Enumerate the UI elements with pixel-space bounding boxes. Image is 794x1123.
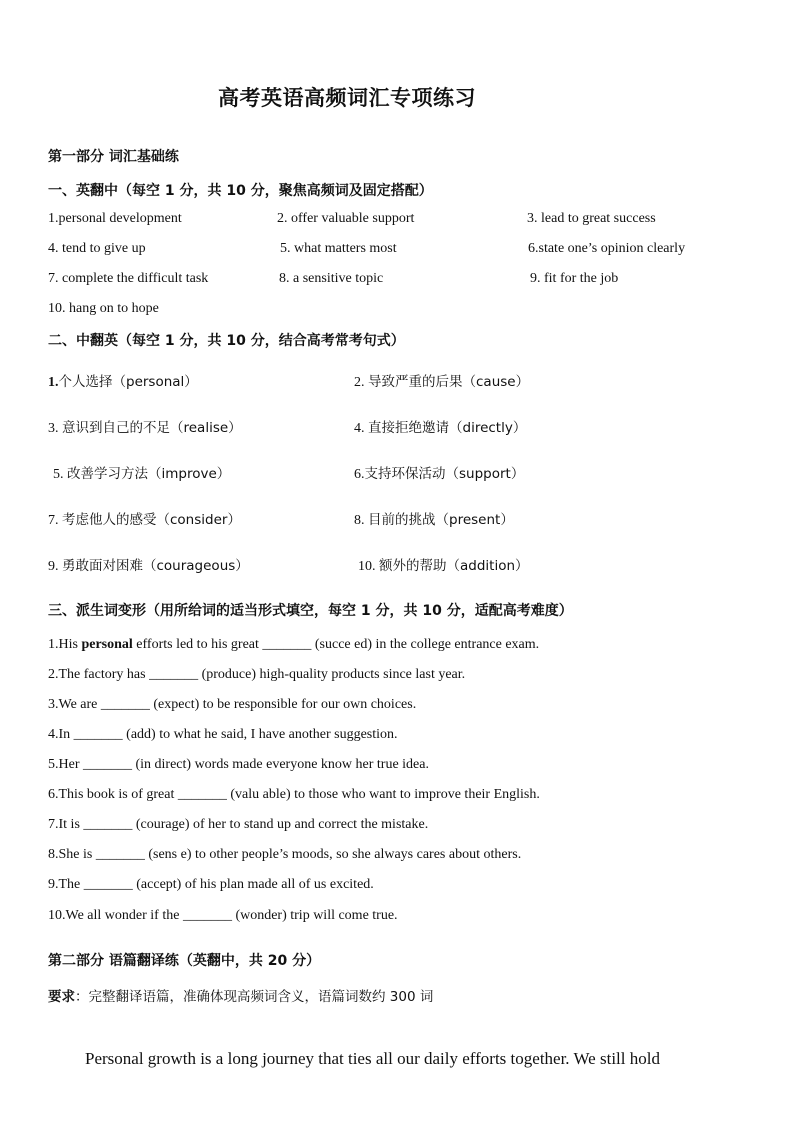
cn-en-item-2: 2. 导致严重的后果（cause） (354, 374, 530, 390)
section2-heading: 二、中翻英（每空 1 分，共 10 分，结合高考常考句式） (48, 333, 405, 349)
cn-en-item-1: 1.个人选择（personal） (48, 374, 198, 390)
fill-sentence-1: 1.His personal efforts led to his great _______ (succe ed) in the college entrance exam. (48, 637, 540, 652)
section1-heading: 一、英翻中（每空 1 分，共 10 分，聚焦高频词及固定搭配） (48, 183, 433, 199)
requirement-text: 要求：完整翻译语篇，准确体现高频词含义，语篇词数约 300 词 (48, 989, 434, 1005)
fill-sentence-10: 10.We all wonder if the _______ (wonder) trip will come true. (48, 908, 398, 923)
fill-sentence-7: 7.It is _______ (courage) of her to stand up and correct the mistake. (48, 817, 429, 832)
part2-heading: 第二部分 语篇翻译练（英翻中，共 20 分） (48, 953, 321, 969)
cn-en-item-5: 5. 改善学习方法（improve） (53, 466, 231, 482)
en-cn-item-3: 3. lead to great success (527, 211, 656, 226)
fill-sentence-2: 2.The factory has _______ (produce) high-quality products since last year. (48, 667, 466, 682)
en-cn-item-5: 5. what matters most (280, 241, 397, 256)
en-cn-item-4: 4. tend to give up (48, 241, 146, 256)
fill-sentence-9: 9.The _______ (accept) of his plan made all of us excited. (48, 877, 374, 892)
en-cn-item-8: 8. a sensitive topic (279, 271, 384, 286)
fill-sentence-8: 8.She is _______ (sens e) to other people’s moods, so she always cares about others. (48, 847, 522, 862)
cn-en-item-8: 8. 目前的挑战（present） (354, 512, 514, 528)
fill-sentence-4: 4.In _______ (add) to what he said, I have another suggestion. (48, 727, 398, 742)
cn-en-item-3: 3. 意识到自己的不足（realise） (48, 420, 242, 436)
fill-sentence-6: 6.This book is of great _______ (valu able) to those who want to improve their English. (48, 787, 540, 802)
passage-line-1: Personal growth is a long journey that ties all our daily efforts together. We still hold (85, 1049, 660, 1068)
cn-en-item-7: 7. 考虑他人的感受（consider） (48, 512, 241, 528)
en-cn-item-6: 6.state one’s opinion clearly (528, 241, 686, 256)
section3-heading: 三、派生词变形（用所给词的适当形式填空，每空 1 分，共 10 分，适配高考难度） (48, 603, 573, 619)
en-cn-item-2: 2. offer valuable support (277, 211, 415, 226)
part1-heading: 第一部分 词汇基础练 (48, 149, 179, 165)
en-cn-item-1: 1.personal development (48, 211, 182, 226)
cn-en-item-4: 4. 直接拒绝邀请（directly） (354, 420, 527, 436)
cn-en-item-6: 6.支持环保活动（support） (354, 466, 525, 482)
en-cn-item-9: 9. fit for the job (530, 271, 619, 286)
en-cn-item-10: 10. hang on to hope (48, 301, 159, 316)
en-cn-item-7: 7. complete the difficult task (48, 271, 209, 286)
cn-en-item-9: 9. 勇敢面对困难（courageous） (48, 558, 249, 574)
fill-sentence-5: 5.Her _______ (in direct) words made everyone know her true idea. (48, 757, 429, 772)
fill-sentence-3: 3.We are _______ (expect) to be responsible for our own choices. (48, 697, 417, 712)
cn-en-item-10: 10. 额外的帮助（addition） (358, 558, 529, 574)
page-title: 高考英语高频词汇专项练习 (218, 86, 476, 110)
